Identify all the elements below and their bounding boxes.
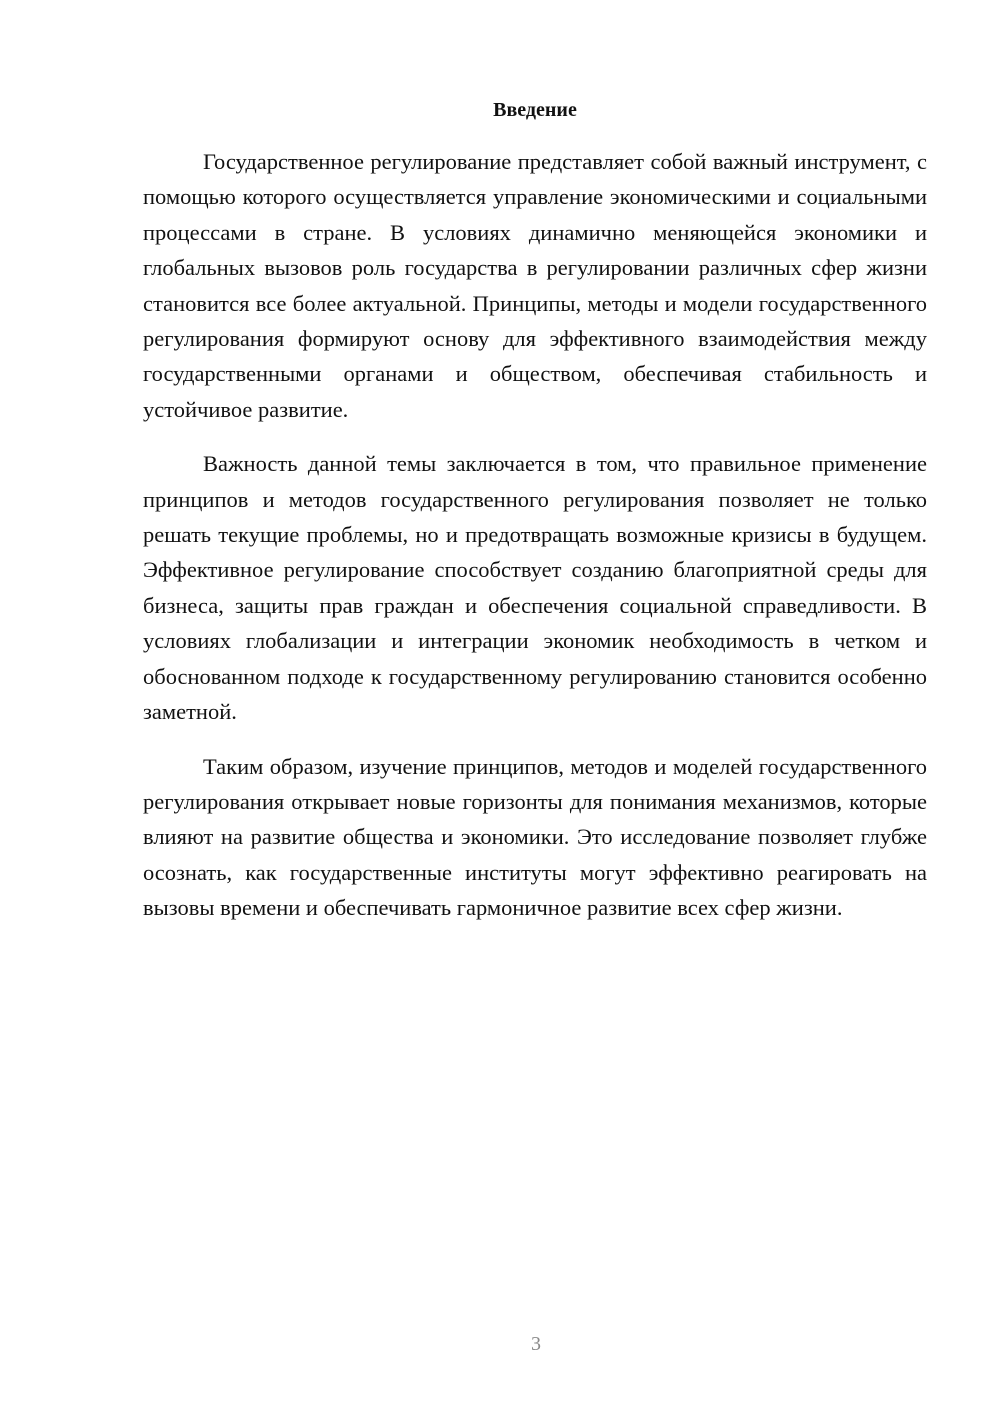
page-number: 3	[531, 1333, 541, 1355]
section-heading: Введение	[493, 99, 577, 121]
page-content	[143, 94, 927, 945]
paragraph-conclusion: Таким образом, изучение принципов, методов и моделей государственного регулирования открывает новые горизонты для понимания механизмов, которые влияют на развитие общества и экономики. Это исследование позволяет глубже осознать, как государственные институты могут эффективно реагировать на вызовы времени и обеспечивать гармоничное развитие всех сфер жизни.	[143, 753, 927, 921]
paragraph-intro: Государственное регулирование представляет собой важный инструмент, с помощью которого осуществляется управление экономическими и социальными процессами в стране. В условиях динамично меняющейся экономики и глобальных вызовов роль государства в регулировании различных сфер жизни становится все более актуальной. Принципы, методы и модели государственного регулирования формируют основу для эффективного взаимодействия между государственными органами и обществом, обеспечивая стабильность и устойчивое развитие.	[143, 149, 927, 422]
paragraph-importance: Важность данной темы заключается в том, что правильное применение принципов и методов государственного регулирования позволяет не только решать текущие проблемы, но и предотвращать возможные кризисы в будущем. Эффективное регулирование способствует созданию благоприятной среды для бизнеса, защиты прав граждан и обеспечения социальной справедливости. В условиях глобализации и интеграции экономик необходимость в четком и обоснованном подходе к государственному регулированию становится особенно заметной.	[143, 451, 927, 725]
